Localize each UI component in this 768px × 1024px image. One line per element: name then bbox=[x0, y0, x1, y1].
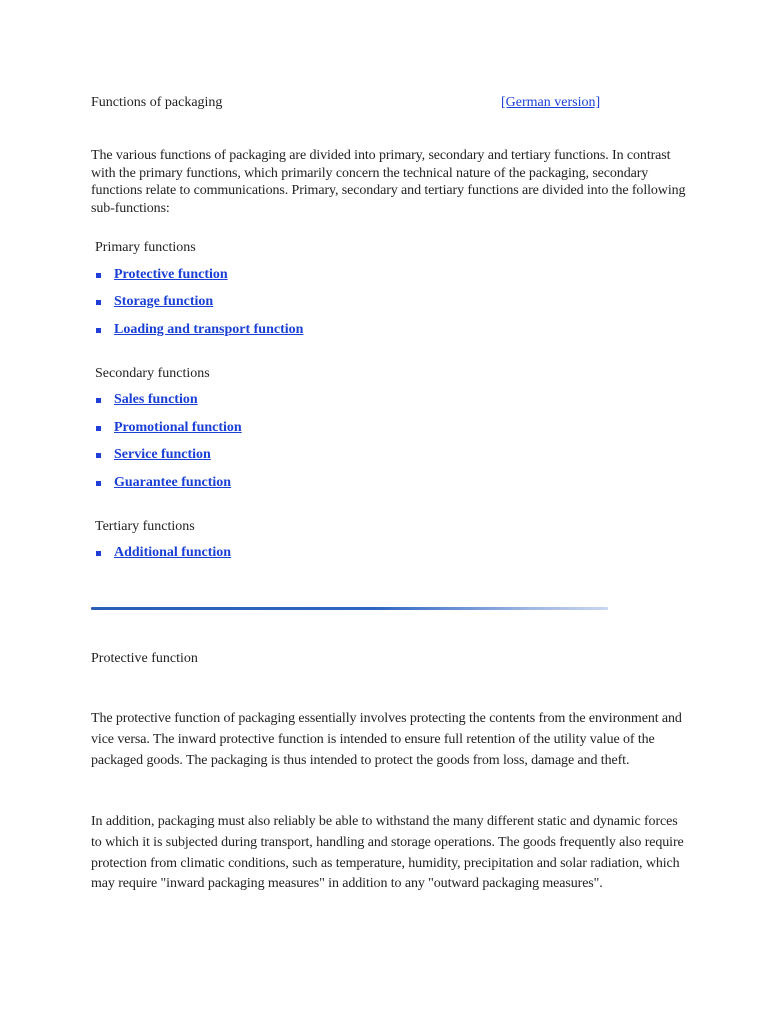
guarantee-function-link[interactable]: Guarantee function bbox=[114, 475, 232, 490]
group-label-primary: Primary functions bbox=[95, 240, 196, 255]
section-title: Protective function bbox=[91, 651, 198, 666]
list-item bbox=[96, 293, 213, 311]
body-paragraph: The protective function of packaging essentially involves protecting the contents from the environment and vice versa. The inward protective function is intended to ensure full retention of the utility value of the packaged goods. The packaging is thus intended to protect the goods from loss, damage and theft. bbox=[91, 711, 682, 768]
additional-function-link[interactable]: Additional function bbox=[114, 545, 232, 560]
loading-transport-function-link[interactable]: Loading and transport function bbox=[114, 322, 304, 337]
bullet-icon bbox=[96, 300, 101, 305]
page-title: Functions of packaging bbox=[91, 95, 223, 110]
protective-function-link[interactable]: Protective function bbox=[114, 267, 228, 282]
list-item bbox=[96, 474, 231, 492]
german-version-link[interactable]: [German version] bbox=[501, 95, 601, 110]
section-divider bbox=[91, 607, 608, 610]
storage-function-link[interactable]: Storage function bbox=[114, 294, 214, 309]
list-item bbox=[96, 321, 303, 339]
service-function-link[interactable]: Service function bbox=[114, 447, 211, 462]
bullet-icon bbox=[96, 398, 101, 403]
list-item bbox=[96, 391, 198, 409]
bullet-icon bbox=[96, 426, 101, 431]
list-item bbox=[96, 446, 211, 464]
group-label-secondary: Secondary functions bbox=[95, 366, 210, 381]
list-item bbox=[96, 266, 228, 284]
bullet-icon bbox=[96, 453, 101, 458]
group-label-tertiary: Tertiary functions bbox=[95, 519, 195, 534]
bullet-icon bbox=[96, 551, 101, 556]
promotional-function-link[interactable]: Promotional function bbox=[114, 420, 242, 435]
list-item bbox=[96, 419, 242, 437]
bullet-icon bbox=[96, 481, 101, 486]
body-paragraph: In addition, packaging must also reliably be able to withstand the many different static and dynamic forces to which it is subjected during transport, handling and storage operations. The goods frequently also require protection from climatic conditions, such as temperature, humidity, precipitation and solar radiation, which may require "inward packaging measures" in addition to any "outward packaging measures". bbox=[91, 814, 684, 892]
bullet-icon bbox=[96, 273, 101, 278]
list-item bbox=[96, 544, 231, 562]
bullet-icon bbox=[96, 328, 101, 333]
intro-paragraph: The various functions of packaging are divided into primary, secondary and tertiary functions. In contrast with the primary functions, which primarily concern the technical nature of the packaging, secondary functions relate to communications. Primary, secondary and tertiary functions are divided into the following sub-functions: bbox=[91, 148, 686, 216]
sales-function-link[interactable]: Sales function bbox=[114, 392, 198, 407]
